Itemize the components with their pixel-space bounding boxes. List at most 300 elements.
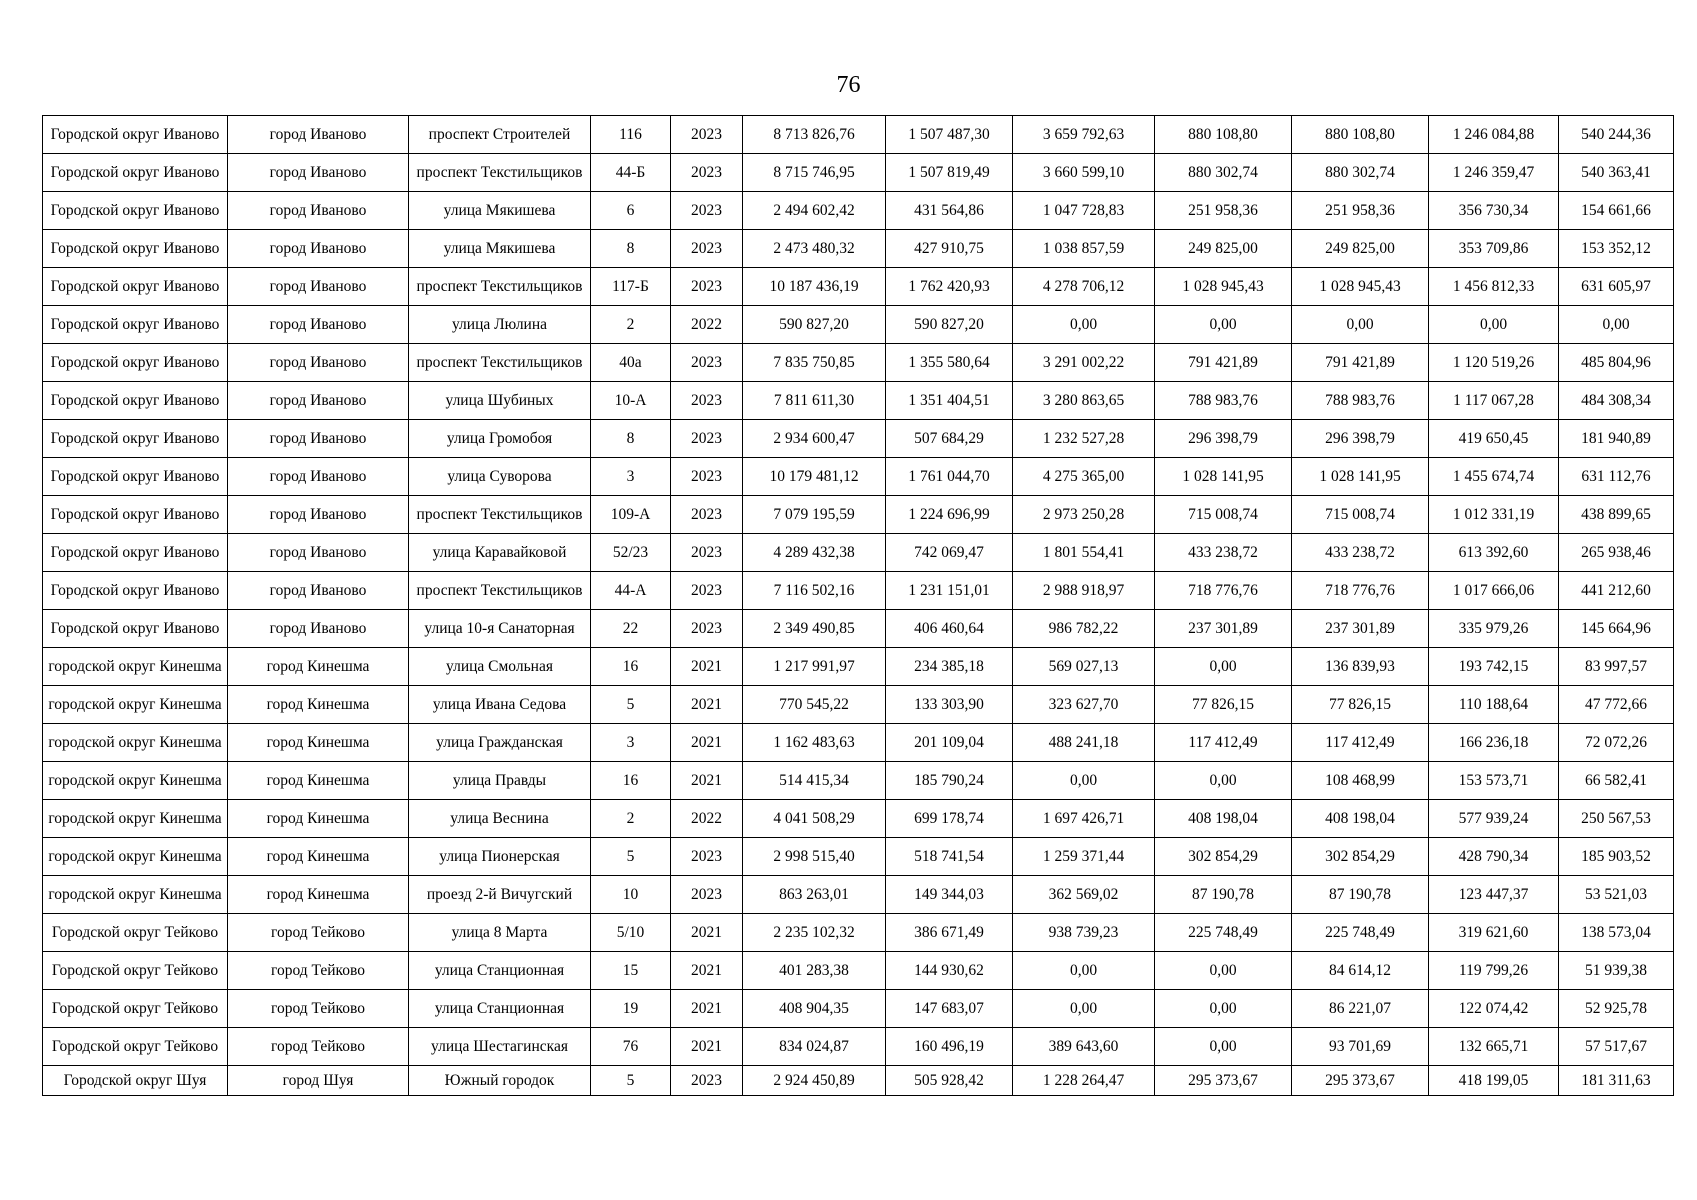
municipality-cell: Городской округ Иваново xyxy=(43,458,228,496)
cost-cell: 880 302,74 xyxy=(1292,154,1429,192)
cost-cell: 791 421,89 xyxy=(1155,344,1292,382)
cost-cell: 485 804,96 xyxy=(1559,344,1674,382)
cost-cell: 0,00 xyxy=(1155,306,1292,344)
street-cell: улица Громобоя xyxy=(409,420,591,458)
total-cost-cell: 401 283,38 xyxy=(743,952,886,990)
house-number-cell: 76 xyxy=(591,1028,671,1066)
cost-cell: 418 199,05 xyxy=(1429,1066,1559,1096)
table-row xyxy=(43,192,1674,230)
cost-cell: 57 517,67 xyxy=(1559,1028,1674,1066)
cost-cell: 1 028 945,43 xyxy=(1155,268,1292,306)
cost-cell: 0,00 xyxy=(1155,952,1292,990)
street-cell: улица Шубиных xyxy=(409,382,591,420)
cost-cell: 938 739,23 xyxy=(1013,914,1155,952)
total-cost-cell: 2 998 515,40 xyxy=(743,838,886,876)
year-cell: 2022 xyxy=(671,306,743,344)
locality-cell: город Иваново xyxy=(228,344,409,382)
municipality-cell: Городской округ Иваново xyxy=(43,344,228,382)
cost-cell: 108 468,99 xyxy=(1292,762,1429,800)
street-cell: улица Правды xyxy=(409,762,591,800)
table-row xyxy=(43,686,1674,724)
cost-cell: 117 412,49 xyxy=(1155,724,1292,762)
total-cost-cell: 10 187 436,19 xyxy=(743,268,886,306)
house-number-cell: 116 xyxy=(591,116,671,154)
cost-cell: 389 643,60 xyxy=(1013,1028,1155,1066)
cost-cell: 613 392,60 xyxy=(1429,534,1559,572)
locality-cell: город Кинешма xyxy=(228,800,409,838)
cost-cell: 181 311,63 xyxy=(1559,1066,1674,1096)
cost-cell: 160 496,19 xyxy=(886,1028,1013,1066)
cost-cell: 87 190,78 xyxy=(1155,876,1292,914)
municipality-cell: Городской округ Иваново xyxy=(43,230,228,268)
house-number-cell: 8 xyxy=(591,230,671,268)
locality-cell: город Кинешма xyxy=(228,648,409,686)
cost-cell: 319 621,60 xyxy=(1429,914,1559,952)
locality-cell: город Тейково xyxy=(228,952,409,990)
municipality-cell: Городской округ Шуя xyxy=(43,1066,228,1096)
table-row xyxy=(43,1066,1674,1096)
year-cell: 2021 xyxy=(671,914,743,952)
cost-cell: 66 582,41 xyxy=(1559,762,1674,800)
cost-cell: 295 373,67 xyxy=(1155,1066,1292,1096)
cost-cell: 431 564,86 xyxy=(886,192,1013,230)
house-number-cell: 44-Б xyxy=(591,154,671,192)
cost-cell: 201 109,04 xyxy=(886,724,1013,762)
municipality-cell: Городской округ Иваново xyxy=(43,420,228,458)
house-number-cell: 2 xyxy=(591,800,671,838)
cost-cell: 406 460,64 xyxy=(886,610,1013,648)
cost-cell: 145 664,96 xyxy=(1559,610,1674,648)
table-row xyxy=(43,724,1674,762)
cost-cell: 880 108,80 xyxy=(1155,116,1292,154)
cost-cell: 193 742,15 xyxy=(1429,648,1559,686)
cost-cell: 441 212,60 xyxy=(1559,572,1674,610)
total-cost-cell: 514 415,34 xyxy=(743,762,886,800)
house-number-cell: 16 xyxy=(591,762,671,800)
total-cost-cell: 7 116 502,16 xyxy=(743,572,886,610)
cost-cell: 518 741,54 xyxy=(886,838,1013,876)
cost-cell: 408 198,04 xyxy=(1155,800,1292,838)
cost-cell: 505 928,42 xyxy=(886,1066,1013,1096)
cost-cell: 788 983,76 xyxy=(1155,382,1292,420)
total-cost-cell: 2 349 490,85 xyxy=(743,610,886,648)
cost-cell: 4 278 706,12 xyxy=(1013,268,1155,306)
cost-cell: 1 259 371,44 xyxy=(1013,838,1155,876)
cost-cell: 72 072,26 xyxy=(1559,724,1674,762)
cost-cell: 0,00 xyxy=(1155,1028,1292,1066)
street-cell: улица Суворова xyxy=(409,458,591,496)
street-cell: улица 10-я Санаторная xyxy=(409,610,591,648)
street-cell: улица Гражданская xyxy=(409,724,591,762)
municipality-cell: Городской округ Иваново xyxy=(43,610,228,648)
cost-cell: 302 854,29 xyxy=(1292,838,1429,876)
locality-cell: город Иваново xyxy=(228,306,409,344)
locality-cell: город Кинешма xyxy=(228,724,409,762)
locality-cell: город Иваново xyxy=(228,420,409,458)
street-cell: улица Пионерская xyxy=(409,838,591,876)
year-cell: 2021 xyxy=(671,952,743,990)
year-cell: 2023 xyxy=(671,344,743,382)
cost-cell: 356 730,34 xyxy=(1429,192,1559,230)
cost-cell: 1 120 519,26 xyxy=(1429,344,1559,382)
cost-cell: 880 302,74 xyxy=(1155,154,1292,192)
cost-cell: 110 188,64 xyxy=(1429,686,1559,724)
year-cell: 2021 xyxy=(671,1028,743,1066)
table-row xyxy=(43,306,1674,344)
cost-cell: 1 012 331,19 xyxy=(1429,496,1559,534)
cost-cell: 1 246 084,88 xyxy=(1429,116,1559,154)
cost-cell: 52 925,78 xyxy=(1559,990,1674,1028)
cost-cell: 1 117 067,28 xyxy=(1429,382,1559,420)
table-row xyxy=(43,838,1674,876)
cost-cell: 718 776,76 xyxy=(1155,572,1292,610)
municipality-cell: Городской округ Иваново xyxy=(43,534,228,572)
cost-cell: 1 017 666,06 xyxy=(1429,572,1559,610)
locality-cell: город Иваново xyxy=(228,458,409,496)
total-cost-cell: 7 079 195,59 xyxy=(743,496,886,534)
cost-cell: 419 650,45 xyxy=(1429,420,1559,458)
street-cell: улица 8 Марта xyxy=(409,914,591,952)
year-cell: 2023 xyxy=(671,116,743,154)
cost-cell: 353 709,86 xyxy=(1429,230,1559,268)
total-cost-cell: 4 041 508,29 xyxy=(743,800,886,838)
table-row xyxy=(43,268,1674,306)
cost-cell: 986 782,22 xyxy=(1013,610,1155,648)
year-cell: 2023 xyxy=(671,876,743,914)
table-row xyxy=(43,420,1674,458)
cost-cell: 77 826,15 xyxy=(1155,686,1292,724)
cost-cell: 1 455 674,74 xyxy=(1429,458,1559,496)
cost-cell: 428 790,34 xyxy=(1429,838,1559,876)
cost-cell: 93 701,69 xyxy=(1292,1028,1429,1066)
table-row xyxy=(43,610,1674,648)
locality-cell: город Иваново xyxy=(228,572,409,610)
street-cell: улица Веснина xyxy=(409,800,591,838)
street-cell: улица Смольная xyxy=(409,648,591,686)
cost-cell: 788 983,76 xyxy=(1292,382,1429,420)
street-cell: проспект Текстильщиков xyxy=(409,154,591,192)
cost-cell: 302 854,29 xyxy=(1155,838,1292,876)
locality-cell: город Кинешма xyxy=(228,686,409,724)
table-row xyxy=(43,990,1674,1028)
cost-cell: 362 569,02 xyxy=(1013,876,1155,914)
cost-cell: 296 398,79 xyxy=(1292,420,1429,458)
total-cost-cell: 7 811 611,30 xyxy=(743,382,886,420)
table-row xyxy=(43,382,1674,420)
year-cell: 2022 xyxy=(671,800,743,838)
cost-cell: 0,00 xyxy=(1013,762,1155,800)
cost-cell: 484 308,34 xyxy=(1559,382,1674,420)
house-number-cell: 8 xyxy=(591,420,671,458)
table-row xyxy=(43,914,1674,952)
year-cell: 2023 xyxy=(671,268,743,306)
cost-cell: 153 352,12 xyxy=(1559,230,1674,268)
table-row xyxy=(43,648,1674,686)
total-cost-cell: 590 827,20 xyxy=(743,306,886,344)
total-cost-cell: 770 545,22 xyxy=(743,686,886,724)
cost-cell: 1 232 527,28 xyxy=(1013,420,1155,458)
locality-cell: город Иваново xyxy=(228,116,409,154)
cost-cell: 51 939,38 xyxy=(1559,952,1674,990)
year-cell: 2023 xyxy=(671,382,743,420)
cost-cell: 0,00 xyxy=(1013,990,1155,1028)
cost-cell: 433 238,72 xyxy=(1155,534,1292,572)
cost-cell: 166 236,18 xyxy=(1429,724,1559,762)
cost-cell: 250 567,53 xyxy=(1559,800,1674,838)
cost-cell: 631 605,97 xyxy=(1559,268,1674,306)
total-cost-cell: 4 289 432,38 xyxy=(743,534,886,572)
year-cell: 2023 xyxy=(671,154,743,192)
cost-cell: 507 684,29 xyxy=(886,420,1013,458)
house-number-cell: 10 xyxy=(591,876,671,914)
cost-cell: 1 038 857,59 xyxy=(1013,230,1155,268)
locality-cell: город Кинешма xyxy=(228,838,409,876)
cost-cell: 185 903,52 xyxy=(1559,838,1674,876)
total-cost-cell: 2 934 600,47 xyxy=(743,420,886,458)
street-cell: улица Люлина xyxy=(409,306,591,344)
year-cell: 2023 xyxy=(671,838,743,876)
cost-cell: 1 228 264,47 xyxy=(1013,1066,1155,1096)
street-cell: проспект Текстильщиков xyxy=(409,496,591,534)
table-row xyxy=(43,230,1674,268)
cost-cell: 0,00 xyxy=(1559,306,1674,344)
year-cell: 2021 xyxy=(671,686,743,724)
table-row xyxy=(43,458,1674,496)
total-cost-cell: 863 263,01 xyxy=(743,876,886,914)
street-cell: проспект Текстильщиков xyxy=(409,344,591,382)
year-cell: 2021 xyxy=(671,724,743,762)
municipality-cell: городской округ Кинешма xyxy=(43,724,228,762)
cost-cell: 147 683,07 xyxy=(886,990,1013,1028)
year-cell: 2023 xyxy=(671,1066,743,1096)
locality-cell: город Тейково xyxy=(228,990,409,1028)
cost-cell: 84 614,12 xyxy=(1292,952,1429,990)
house-number-cell: 22 xyxy=(591,610,671,648)
municipality-cell: Городской округ Тейково xyxy=(43,914,228,952)
municipality-cell: Городской округ Иваново xyxy=(43,572,228,610)
cost-cell: 153 573,71 xyxy=(1429,762,1559,800)
street-cell: проспект Строителей xyxy=(409,116,591,154)
house-number-cell: 2 xyxy=(591,306,671,344)
locality-cell: город Тейково xyxy=(228,914,409,952)
municipality-cell: Городской округ Иваново xyxy=(43,192,228,230)
house-number-cell: 5 xyxy=(591,838,671,876)
cost-cell: 154 661,66 xyxy=(1559,192,1674,230)
street-cell: улица Шестагинская xyxy=(409,1028,591,1066)
municipality-cell: Городской округ Иваново xyxy=(43,382,228,420)
cost-cell: 335 979,26 xyxy=(1429,610,1559,648)
cost-cell: 251 958,36 xyxy=(1292,192,1429,230)
street-cell: улица Мякишева xyxy=(409,230,591,268)
table-row xyxy=(43,116,1674,154)
cost-cell: 1 507 487,30 xyxy=(886,116,1013,154)
house-number-cell: 52/23 xyxy=(591,534,671,572)
cost-cell: 386 671,49 xyxy=(886,914,1013,952)
house-number-cell: 10-А xyxy=(591,382,671,420)
cost-cell: 136 839,93 xyxy=(1292,648,1429,686)
municipality-cell: Городской округ Иваново xyxy=(43,306,228,344)
cost-cell: 0,00 xyxy=(1155,990,1292,1028)
municipality-cell: городской округ Кинешма xyxy=(43,686,228,724)
cost-cell: 251 958,36 xyxy=(1155,192,1292,230)
cost-cell: 1 801 554,41 xyxy=(1013,534,1155,572)
cost-cell: 631 112,76 xyxy=(1559,458,1674,496)
house-number-cell: 5 xyxy=(591,686,671,724)
house-number-cell: 44-А xyxy=(591,572,671,610)
locality-cell: город Иваново xyxy=(228,610,409,648)
house-number-cell: 40а xyxy=(591,344,671,382)
cost-cell: 0,00 xyxy=(1013,306,1155,344)
cost-cell: 1 047 728,83 xyxy=(1013,192,1155,230)
cost-cell: 1 351 404,51 xyxy=(886,382,1013,420)
cost-cell: 237 301,89 xyxy=(1155,610,1292,648)
cost-cell: 1 761 044,70 xyxy=(886,458,1013,496)
cost-cell: 138 573,04 xyxy=(1559,914,1674,952)
cost-cell: 122 074,42 xyxy=(1429,990,1559,1028)
page-number: 76 xyxy=(836,72,861,98)
cost-cell: 1 355 580,64 xyxy=(886,344,1013,382)
municipality-cell: Городской округ Иваново xyxy=(43,116,228,154)
cost-cell: 3 291 002,22 xyxy=(1013,344,1155,382)
street-cell: Южный городок xyxy=(409,1066,591,1096)
locality-cell: город Кинешма xyxy=(228,876,409,914)
total-cost-cell: 8 715 746,95 xyxy=(743,154,886,192)
table-row xyxy=(43,154,1674,192)
year-cell: 2023 xyxy=(671,230,743,268)
locality-cell: город Тейково xyxy=(228,1028,409,1066)
cost-cell: 0,00 xyxy=(1429,306,1559,344)
house-number-cell: 19 xyxy=(591,990,671,1028)
street-cell: улица Каравайковой xyxy=(409,534,591,572)
total-cost-cell: 10 179 481,12 xyxy=(743,458,886,496)
cost-cell: 225 748,49 xyxy=(1155,914,1292,952)
table-body xyxy=(43,116,1674,1096)
cost-cell: 323 627,70 xyxy=(1013,686,1155,724)
cost-cell: 237 301,89 xyxy=(1292,610,1429,648)
cost-cell: 1 028 141,95 xyxy=(1155,458,1292,496)
municipality-cell: городской округ Кинешма xyxy=(43,876,228,914)
year-cell: 2023 xyxy=(671,192,743,230)
cost-cell: 577 939,24 xyxy=(1429,800,1559,838)
table-row xyxy=(43,344,1674,382)
cost-cell: 590 827,20 xyxy=(886,306,1013,344)
cost-cell: 83 997,57 xyxy=(1559,648,1674,686)
municipality-cell: городской округ Кинешма xyxy=(43,800,228,838)
cost-cell: 265 938,46 xyxy=(1559,534,1674,572)
municipality-cell: Городской округ Тейково xyxy=(43,1028,228,1066)
year-cell: 2023 xyxy=(671,496,743,534)
cost-cell: 47 772,66 xyxy=(1559,686,1674,724)
cost-cell: 181 940,89 xyxy=(1559,420,1674,458)
house-number-cell: 5/10 xyxy=(591,914,671,952)
table-row xyxy=(43,952,1674,990)
total-cost-cell: 7 835 750,85 xyxy=(743,344,886,382)
house-number-cell: 3 xyxy=(591,458,671,496)
municipality-cell: Городской округ Иваново xyxy=(43,496,228,534)
cost-cell: 438 899,65 xyxy=(1559,496,1674,534)
cost-cell: 0,00 xyxy=(1155,648,1292,686)
cost-cell: 295 373,67 xyxy=(1292,1066,1429,1096)
cost-cell: 1 456 812,33 xyxy=(1429,268,1559,306)
table-row xyxy=(43,876,1674,914)
house-number-cell: 5 xyxy=(591,1066,671,1096)
table-row xyxy=(43,572,1674,610)
cost-cell: 144 930,62 xyxy=(886,952,1013,990)
year-cell: 2021 xyxy=(671,990,743,1028)
cost-cell: 0,00 xyxy=(1292,306,1429,344)
cost-cell: 0,00 xyxy=(1013,952,1155,990)
cost-cell: 185 790,24 xyxy=(886,762,1013,800)
cost-cell: 408 198,04 xyxy=(1292,800,1429,838)
locality-cell: город Шуя xyxy=(228,1066,409,1096)
cost-cell: 540 363,41 xyxy=(1559,154,1674,192)
cost-cell: 3 660 599,10 xyxy=(1013,154,1155,192)
street-cell: улица Станционная xyxy=(409,990,591,1028)
table-row xyxy=(43,496,1674,534)
cost-cell: 715 008,74 xyxy=(1292,496,1429,534)
cost-cell: 2 988 918,97 xyxy=(1013,572,1155,610)
municipality-cell: Городской округ Иваново xyxy=(43,268,228,306)
street-cell: улица Станционная xyxy=(409,952,591,990)
year-cell: 2023 xyxy=(671,534,743,572)
cost-cell: 433 238,72 xyxy=(1292,534,1429,572)
cost-cell: 119 799,26 xyxy=(1429,952,1559,990)
municipality-cell: городской округ Кинешма xyxy=(43,838,228,876)
total-cost-cell: 2 473 480,32 xyxy=(743,230,886,268)
cost-cell: 87 190,78 xyxy=(1292,876,1429,914)
table-row xyxy=(43,1028,1674,1066)
year-cell: 2021 xyxy=(671,648,743,686)
cost-cell: 0,00 xyxy=(1155,762,1292,800)
cost-cell: 117 412,49 xyxy=(1292,724,1429,762)
cost-cell: 540 244,36 xyxy=(1559,116,1674,154)
municipality-cell: городской округ Кинешма xyxy=(43,762,228,800)
total-cost-cell: 2 235 102,32 xyxy=(743,914,886,952)
total-cost-cell: 1 162 483,63 xyxy=(743,724,886,762)
street-cell: проспект Текстильщиков xyxy=(409,268,591,306)
table-row xyxy=(43,800,1674,838)
cost-cell: 133 303,90 xyxy=(886,686,1013,724)
cost-cell: 699 178,74 xyxy=(886,800,1013,838)
locality-cell: город Иваново xyxy=(228,496,409,534)
cost-cell: 225 748,49 xyxy=(1292,914,1429,952)
street-cell: улица Мякишева xyxy=(409,192,591,230)
cost-cell: 77 826,15 xyxy=(1292,686,1429,724)
house-number-cell: 15 xyxy=(591,952,671,990)
cost-cell: 742 069,47 xyxy=(886,534,1013,572)
year-cell: 2023 xyxy=(671,610,743,648)
cost-cell: 123 447,37 xyxy=(1429,876,1559,914)
housing-repair-table xyxy=(42,115,1674,1096)
cost-cell: 569 027,13 xyxy=(1013,648,1155,686)
cost-cell: 791 421,89 xyxy=(1292,344,1429,382)
house-number-cell: 117-Б xyxy=(591,268,671,306)
cost-cell: 1 028 141,95 xyxy=(1292,458,1429,496)
locality-cell: город Иваново xyxy=(228,192,409,230)
cost-cell: 1 762 420,93 xyxy=(886,268,1013,306)
year-cell: 2023 xyxy=(671,572,743,610)
house-number-cell: 3 xyxy=(591,724,671,762)
year-cell: 2021 xyxy=(671,762,743,800)
year-cell: 2023 xyxy=(671,420,743,458)
cost-cell: 86 221,07 xyxy=(1292,990,1429,1028)
cost-cell: 249 825,00 xyxy=(1292,230,1429,268)
locality-cell: город Иваново xyxy=(228,534,409,572)
street-cell: улица Ивана Седова xyxy=(409,686,591,724)
total-cost-cell: 8 713 826,76 xyxy=(743,116,886,154)
cost-cell: 880 108,80 xyxy=(1292,116,1429,154)
cost-cell: 3 659 792,63 xyxy=(1013,116,1155,154)
